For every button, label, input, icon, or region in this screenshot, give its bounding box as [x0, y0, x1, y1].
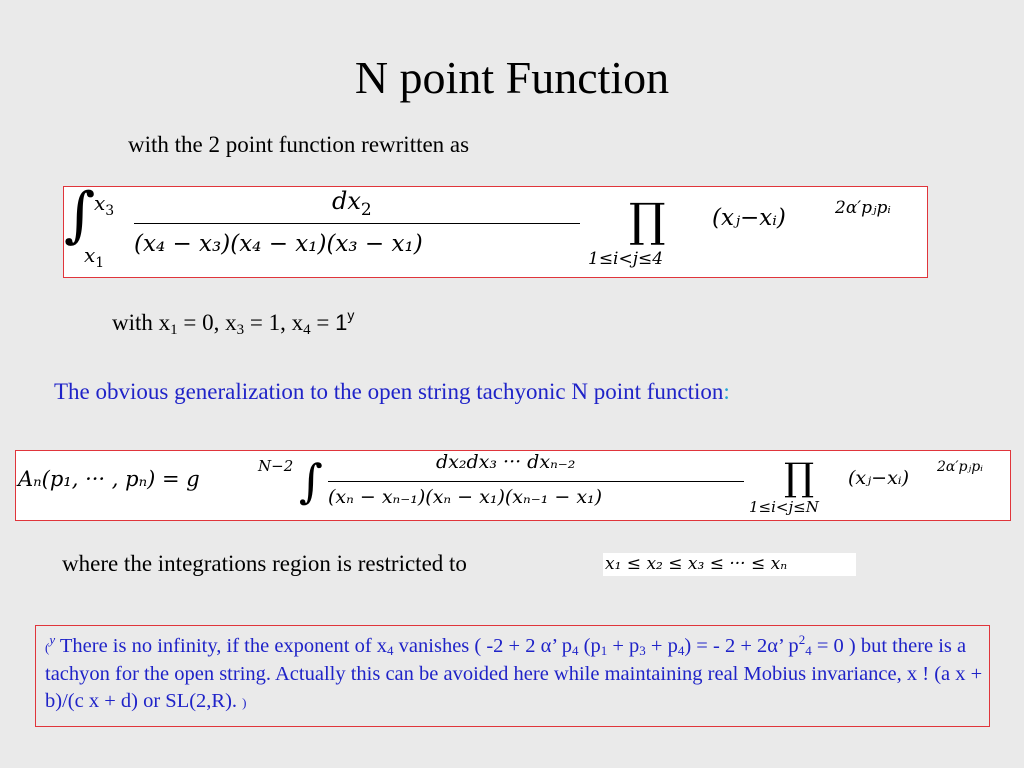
fraction-denominator: (xₙ − xₙ₋₁)(xₙ − x₁)(xₙ₋₁ − x₁) — [328, 486, 603, 508]
product-factor: (xⱼ−xᵢ) — [848, 467, 910, 489]
generalization-text: The obvious generalization to the open string tachyonic N point function: — [54, 379, 730, 404]
two-point-equation-box — [63, 180, 928, 278]
product-factor: (xⱼ−xᵢ) — [712, 205, 786, 231]
integral-sign: ∫ — [64, 180, 96, 250]
product-sign: ∏ — [784, 455, 815, 499]
intro-text: with the 2 point function rewritten as — [128, 132, 470, 157]
footnote-text: ($^y$ There is no infinity, if the exponent of $x_4$ vanishes ( -2 + 2 α’ $p_4$ $(p_1 + p_3 + p_4)$ = - 2 + 2α’ $p^2_4 = 0$ ) but there is a tachyon for the open string. Actually this can be avoided here while maintaining real Mobius invariance, x ! (a x + b)/(c x + d) or SL(2,R). ) — [45, 632, 983, 712]
fraction-bar — [328, 481, 744, 482]
fraction-denominator: (x₄ − x₃)(x₄ − x₁)(x₃ − x₁) — [134, 231, 423, 257]
slide-title: N point Function — [354, 52, 670, 103]
boundary-conditions: with $x_1 = 0$, $x_3 = 1$, $x_4 = 1^y$ — [112, 307, 355, 338]
product-range: 1≤i<j≤4 — [588, 249, 664, 269]
amplitude-lhs: Aₙ(p₁, ··· , pₙ) = g — [18, 467, 200, 491]
fraction-numerator: dx₂dx₃ ··· dxₙ₋₂ — [436, 451, 576, 473]
coupling-exponent: N−2 — [258, 457, 294, 475]
integral-lower-limit: $x_1$ — [84, 243, 105, 271]
product-exponent: 2α′pⱼpᵢ — [937, 459, 983, 475]
integral-sign: ∫ — [299, 454, 323, 508]
product-sign: ∏ — [629, 193, 666, 247]
region-restriction-text: where the integrations region is restricted to — [62, 551, 467, 576]
fraction-bar — [134, 223, 580, 224]
integral-upper-limit: $x_3$ — [94, 191, 115, 219]
product-exponent: 2α′pⱼpᵢ — [835, 198, 891, 218]
n-point-equation-box — [15, 450, 1011, 521]
region-expression: x₁ ≤ x₂ ≤ x₃ ≤ ··· ≤ xₙ — [605, 554, 788, 574]
fraction-numerator: $dx_2$ — [332, 187, 372, 220]
region-expression-box — [603, 553, 856, 576]
product-range: 1≤i<j≤N — [749, 498, 819, 516]
